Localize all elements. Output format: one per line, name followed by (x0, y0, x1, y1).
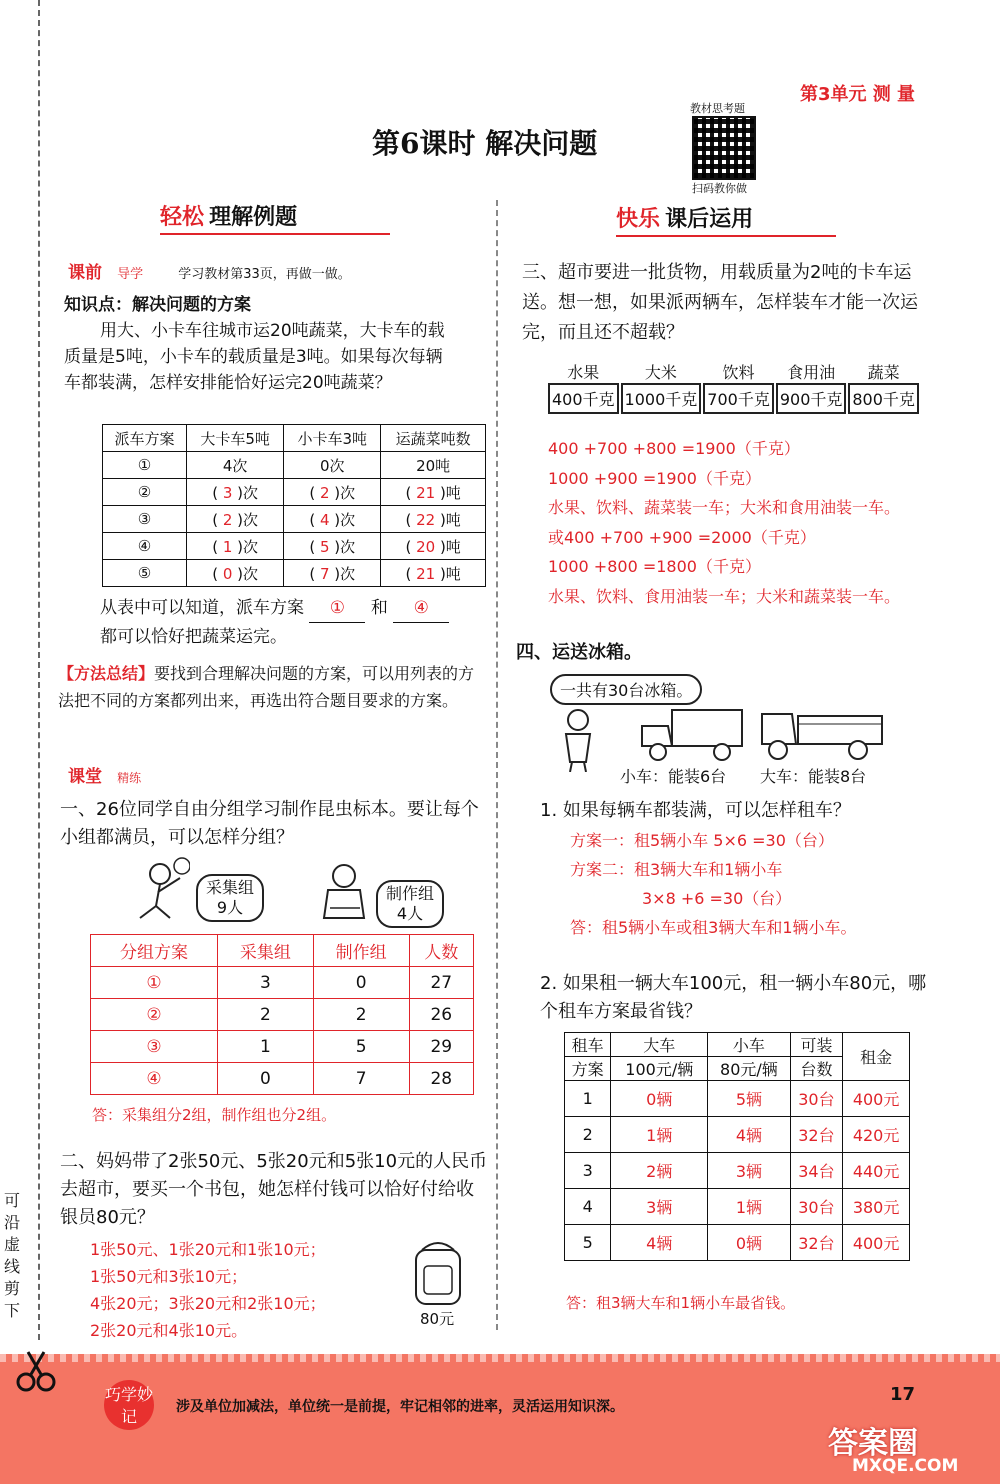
goods-name: 食用油 (787, 363, 836, 382)
answer-line: 水果、饮料、食用油装一车；大米和蔬菜装一车。 (548, 586, 901, 606)
goods-item (776, 360, 847, 414)
bag-price: 80元 (420, 1310, 455, 1328)
watermark-logo: 答案圈 (828, 1426, 918, 1461)
kid-writing-icon (316, 860, 372, 924)
inclass-tag: 课堂 (68, 767, 102, 787)
td: 380元 (843, 1189, 910, 1225)
td: 3辆 (611, 1189, 708, 1225)
question-4: 四、运送冰箱。 (516, 642, 642, 663)
td: 4辆 (708, 1117, 791, 1153)
td: 2 (313, 999, 409, 1031)
th: 大卡车5吨 (187, 425, 284, 452)
th: 100元/辆 (611, 1057, 708, 1081)
answer-line: 400 +700 +800 =1900（千克） (548, 439, 800, 458)
goods-weight: 800千克 (848, 383, 919, 414)
td: 2辆 (611, 1153, 708, 1189)
answer-line: 1000 +900 =1900（千克） (548, 468, 761, 488)
big-truck-icon (758, 700, 886, 762)
th: 租车 (565, 1033, 611, 1057)
td: 0辆 (611, 1081, 708, 1117)
td: 7 (313, 1063, 409, 1095)
answer-line: 1张50元和3张10元； (90, 1267, 248, 1286)
th: 80元/辆 (708, 1057, 791, 1081)
group-b-name: 制作组 (386, 884, 435, 903)
td: ( 4 )次 (284, 506, 381, 533)
footer-tip: 涉及单位加减法，单位统一是前提，牢记相邻的进率，灵活运用知识深。 (176, 1399, 624, 1415)
inclass-sub: 精练 (117, 771, 142, 785)
th: 大车 (611, 1033, 708, 1057)
scissors-icon (14, 1350, 60, 1394)
watermark-url: MXQE.COM (852, 1456, 959, 1476)
question-4-2-answer: 答：租3辆大车和1辆小车最省钱。 (566, 1294, 796, 1312)
goods-name: 大米 (644, 363, 677, 382)
question-2-answers (90, 1236, 326, 1344)
td: ( 0 )次 (187, 560, 284, 587)
preclass-tag: 课前 (68, 263, 102, 283)
conclusion-and: 和 (370, 598, 388, 618)
fill: 22 (416, 510, 436, 529)
question-3-answers (548, 434, 948, 611)
small-truck-icon (638, 706, 744, 762)
th: 人数 (409, 935, 473, 967)
td: ③ (103, 506, 187, 533)
cut-line (38, 0, 40, 1340)
preclass-instruction: 学习教材第33页，再做一做。 (178, 267, 351, 282)
td: 0辆 (708, 1225, 791, 1261)
td: 0 (313, 967, 409, 999)
answer-line: 1张50元、1张20元和1张10元； (90, 1240, 326, 1259)
answer-line: 方案二：租3辆大车和1辆小车 (570, 860, 783, 879)
page-number: 17 (890, 1384, 916, 1405)
method-summary (58, 660, 488, 714)
knowledge-point: 知识点：解决问题的方案 (64, 295, 251, 315)
th: 运蔬菜吨数 (381, 425, 486, 452)
question-1: 一、26位同学自由分组学习制作昆虫标本。要让每个小组都满员，可以怎样分组？ (60, 799, 479, 848)
answer-line: 1000 +800 =1800（千克） (548, 557, 761, 576)
td: 26 (409, 999, 473, 1031)
unit-label: 第3单元 测 量 (800, 84, 916, 105)
td: ( 2 )次 (284, 479, 381, 506)
answer-line: 水果、饮料、蔬菜装一车；大米和食用油装一车。 (548, 498, 901, 517)
th: 制作组 (313, 935, 409, 967)
td: 2 (218, 999, 314, 1031)
page-title: 第6课时 解决问题 (372, 127, 598, 160)
td: 3 (565, 1153, 611, 1189)
td: ( 2 )次 (187, 506, 284, 533)
td: 34台 (790, 1153, 842, 1189)
td: 30台 (790, 1189, 842, 1225)
schoolbag-icon (410, 1236, 466, 1306)
question-1-answer: 答：采集组分2组，制作组也分2组。 (92, 1106, 337, 1124)
fill: 20 (416, 537, 436, 556)
example-problem: 用大、小卡车往城市运20吨蔬菜，大卡车的载质量是5吨，小卡车的载质量是3吨。如果每次每辆车都装满，怎样安排能恰好运完20吨蔬菜？ (64, 321, 445, 393)
th: 台数 (790, 1057, 842, 1081)
preclass-sub: 导学 (117, 267, 144, 282)
td: 3 (218, 967, 314, 999)
answer-line: 2张20元和4张10元。 (90, 1321, 248, 1340)
td: ( 21 )吨 (381, 479, 486, 506)
group-a-bubble (196, 874, 264, 922)
fill: 2 (319, 483, 330, 502)
td: ( 7 )次 (284, 560, 381, 587)
footer-edge (0, 1354, 1000, 1362)
td: 32台 (790, 1117, 842, 1153)
goods-name: 饮料 (722, 363, 755, 382)
td: 30台 (790, 1081, 842, 1117)
td: 4辆 (611, 1225, 708, 1261)
td: ④ (91, 1063, 218, 1095)
qr-code[interactable] (692, 116, 756, 180)
group-a-name: 采集组 (206, 878, 255, 897)
table-conclusion (100, 594, 490, 651)
td: 4次 (187, 452, 284, 479)
td: ③ (91, 1031, 218, 1063)
question-4-2: 2. 如果租一辆大车100元，租一辆小车80元，哪个租车方案最省钱？ (540, 973, 927, 1022)
column-divider (496, 200, 498, 1330)
goods-item (848, 360, 919, 414)
td: 420元 (843, 1117, 910, 1153)
goods-weight: 700千克 (703, 383, 774, 414)
td: 440元 (843, 1153, 910, 1189)
goods-row (548, 360, 938, 414)
td: 32台 (790, 1225, 842, 1261)
small-truck-capacity: 小车：能装6台 (620, 767, 727, 786)
group-a-count: 9人 (216, 898, 244, 917)
goods-name: 水果 (567, 363, 600, 382)
td: 0次 (284, 452, 381, 479)
method-label: 【方法总结】 (58, 664, 155, 683)
method-text: 要找到合理解决问题的方案，可以用列表的方法把不同的方案都列出来，再选出符合题目要求的方案。 (58, 664, 475, 710)
th: 小卡车3吨 (284, 425, 381, 452)
fill: 21 (416, 564, 436, 583)
conclusion-a: 从表中可以知道，派车方案 (100, 598, 304, 618)
group-b-count: 4人 (396, 904, 424, 923)
question-4-1-answers (570, 826, 950, 942)
fill: 2 (222, 510, 233, 529)
td: 20吨 (381, 452, 486, 479)
cut-hint: 可沿虚线剪下 (4, 1191, 21, 1320)
td: ④ (103, 533, 187, 560)
goods-weight: 1000千克 (621, 383, 702, 414)
question-4-1: 1. 如果每辆车都装满，可以怎样租车？ (540, 800, 851, 821)
fill: 5 (319, 537, 330, 556)
group-table (90, 934, 474, 1095)
td: 1辆 (708, 1189, 791, 1225)
td: ( 20 )吨 (381, 533, 486, 560)
td: 3辆 (708, 1153, 791, 1189)
fill: 21 (416, 483, 436, 502)
banner-text: 课后运用 (665, 207, 754, 232)
th: 派车方案 (103, 425, 187, 452)
td: 2 (565, 1117, 611, 1153)
rental-table (564, 1032, 910, 1261)
td: 29 (409, 1031, 473, 1063)
td: 5 (565, 1225, 611, 1261)
scheme-table (102, 424, 486, 587)
td: ① (103, 452, 187, 479)
td: ② (103, 479, 187, 506)
td: ( 3 )次 (187, 479, 284, 506)
td: 1 (218, 1031, 314, 1063)
qr-caption-top: 教材思考题 (690, 102, 745, 115)
td: ② (91, 999, 218, 1031)
td: ( 1 )次 (187, 533, 284, 560)
person-icon (556, 706, 600, 772)
td: ( 5 )次 (284, 533, 381, 560)
th: 采集组 (218, 935, 314, 967)
banner-highlight: 快乐 (616, 207, 661, 232)
kid-net-icon (130, 856, 190, 922)
goods-item (548, 360, 619, 414)
conclusion-b: 都可以恰好把蔬菜运完。 (100, 627, 287, 647)
td: 1 (565, 1081, 611, 1117)
td: 400元 (843, 1081, 910, 1117)
speech-bubble: 一共有30台冰箱。 (550, 674, 702, 705)
th: 小车 (708, 1033, 791, 1057)
td: ① (91, 967, 218, 999)
answer-line: 4张20元；3张20元和2张10元； (90, 1294, 326, 1313)
tip-badge: 巧学妙记 (104, 1380, 154, 1430)
group-b-bubble (376, 880, 444, 928)
answer-2: ④ (393, 594, 449, 623)
fill: 0 (222, 564, 233, 583)
goods-weight: 400千克 (548, 383, 619, 414)
left-banner (160, 200, 390, 235)
preclass-bar (68, 258, 488, 283)
answer-line: 答：租5辆小车或租3辆大车和1辆小车。 (570, 918, 857, 937)
td: ( 21 )吨 (381, 560, 486, 587)
qr-caption-bottom: 扫码教你做 (692, 182, 747, 195)
td: 5辆 (708, 1081, 791, 1117)
right-banner (616, 202, 836, 237)
banner-text: 理解例题 (209, 205, 298, 230)
answer-line: 方案一：租5辆小车 5×6 =30（台） (570, 831, 834, 850)
td: 5 (313, 1031, 409, 1063)
fill: 7 (319, 564, 330, 583)
question-2: 二、妈妈带了2张50元、5张20元和5张10元的人民币去超市，要买一个书包，她怎样付钱可以恰好付给收银员80元？ (60, 1151, 488, 1228)
td: 1辆 (611, 1117, 708, 1153)
td: 28 (409, 1063, 473, 1095)
big-truck-capacity: 大车：能装8台 (760, 767, 867, 786)
banner-highlight: 轻松 (160, 205, 205, 230)
fill: 1 (222, 537, 233, 556)
answer-1: ① (309, 594, 365, 623)
th: 分组方案 (91, 935, 218, 967)
td: 0 (218, 1063, 314, 1095)
answer-line: 或400 +700 +900 =2000（千克） (548, 527, 816, 547)
th: 方案 (565, 1057, 611, 1081)
td: 27 (409, 967, 473, 999)
question-3: 三、超市要进一批货物，用载质量为2吨的卡车运送。想一想，如果派两辆车，怎样装车才能一次运完，而且还不超载？ (522, 262, 918, 343)
td: ⑤ (103, 560, 187, 587)
goods-item (703, 360, 774, 414)
td: 4 (565, 1189, 611, 1225)
fill: 4 (319, 510, 330, 529)
td: 400元 (843, 1225, 910, 1261)
goods-name: 蔬菜 (867, 363, 900, 382)
fill: 3 (222, 483, 233, 502)
goods-weight: 900千克 (776, 383, 847, 414)
th: 可装 (790, 1033, 842, 1057)
answer-line: 3×8 +6 =30（台） (642, 889, 792, 908)
inclass-bar (68, 762, 208, 787)
goods-item (621, 360, 702, 414)
th: 租金 (843, 1033, 910, 1081)
td: ( 22 )吨 (381, 506, 486, 533)
